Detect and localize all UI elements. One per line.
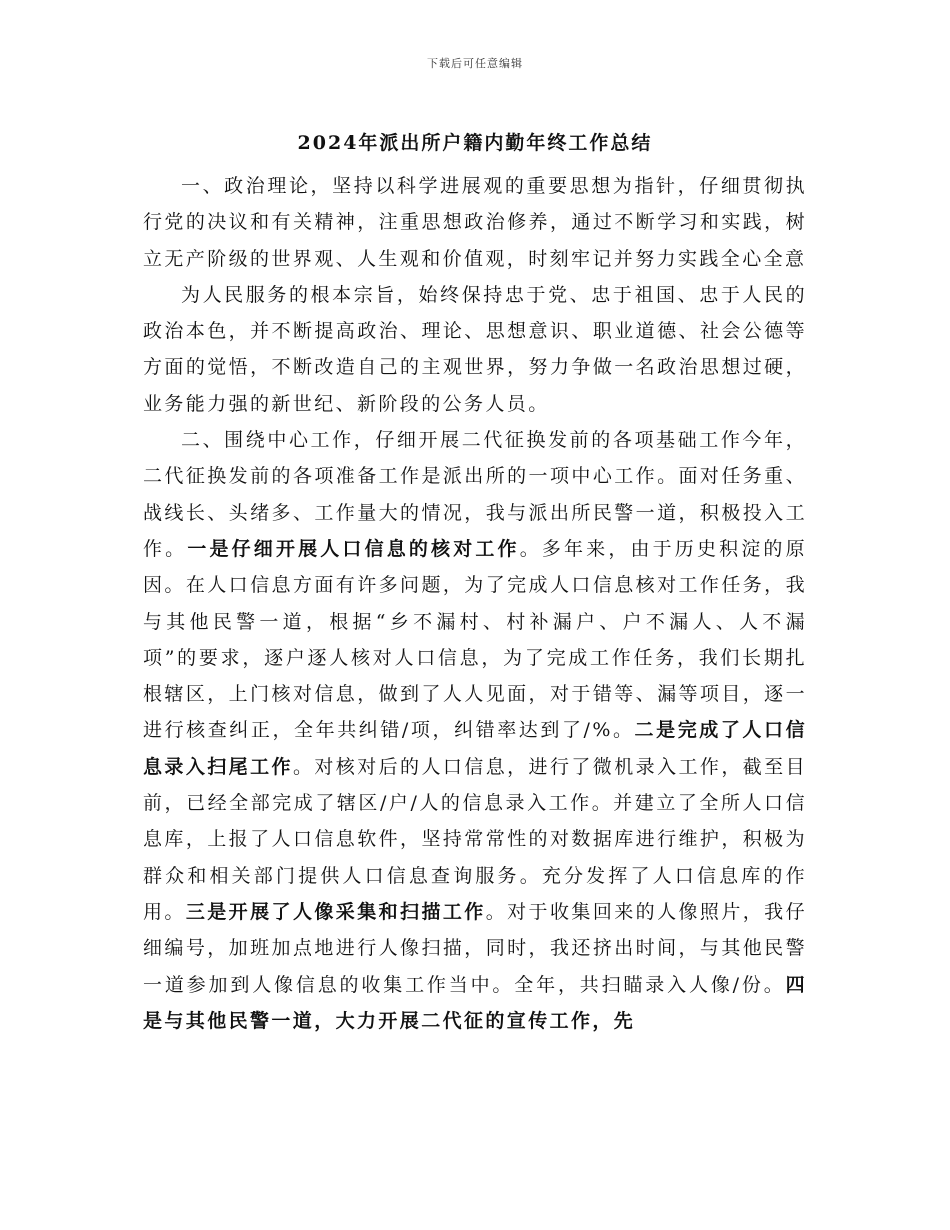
bold-heading-one: 一是仔细开展人口信息的核对工作 (187, 537, 520, 560)
bold-heading-four: 四是与其他民警一道，大力开展二代征的宣传工作，先 (143, 973, 807, 1032)
document-title: 2024年派出所户籍内勤年终工作总结 (297, 132, 653, 154)
paragraph-central-work (143, 422, 807, 1039)
bold-heading-three: 三是开展了人像采集和扫描工作 (185, 900, 486, 923)
text-segment: 一、政治理论，坚持以科学进展观的重要思想为指针，仔细贯彻执行党的决议和有关精神，注重思想政治修养，通过不断学习和实践，树立无产阶级的世界观、人生观和价值观，时刻牢记并努力实践全心全意 (143, 175, 807, 270)
header-note: 下载后可任意编辑 (427, 57, 523, 70)
bold-heading-two: 二是完成了人口信息录入扫尾工作 (143, 719, 807, 778)
document-body (143, 168, 807, 1039)
text-segment: 。对于收集回来的人像照片，我仔细编号，加班加点地进行人像扫描，同时，我还挤出时间，与其他民警一道参加到人像信息的收集工作当中。全年，共扫瞄录入人像/份。 (143, 900, 807, 996)
text-segment: 。对核对后的人口信息，进行了微机录入工作，截至目前，已经全部完成了辖区/户/人的信息录入工作。并建立了全所人口信息库，上报了人口信息软件，坚持常常性的对数据库进行维护，积极为群众和相关部门提供人口信息查询服务。充分发挥了人口信息库的作用。 (143, 755, 807, 923)
paragraph-political-theory (143, 168, 807, 277)
text-segment: 。多年来，由于历史积淀的原因。在人口信息方面有许多问题，为了完成人口信息核对工作任务，我与其他民警一道，根据“乡不漏村、村补漏户、户不漏人、人不漏项”的要求，逐户逐人核对人口信息，为了完成工作任务，我们长期扎根辖区，上门核对信息，做到了人人见面，对于错等、漏等项目，逐一进行核查纠正，全年共纠错/项，纠错率达到了/%。 (143, 537, 807, 742)
text-segment: 二、围绕中心工作，仔细开展二代征换发前的各项基础工作今年，二代征换发前的各项准备工作是派出所的一项中心工作。面对任务重、战线长、头绪多、工作量大的情况，我与派出所民警一道，积极投入工作。 (143, 429, 807, 560)
text-segment: 为人民服务的根本宗旨，始终保持忠于党、忠于祖国、忠于人民的政治本色，并不断提高政治、理论、思想意识、职业道德、社会公德等方面的觉悟，不断改造自己的主观世界，努力争做一名政治思想过硬，业务能力强的新世纪、新阶段的公务人员。 (143, 283, 807, 415)
paragraph-serve-people (143, 277, 807, 422)
